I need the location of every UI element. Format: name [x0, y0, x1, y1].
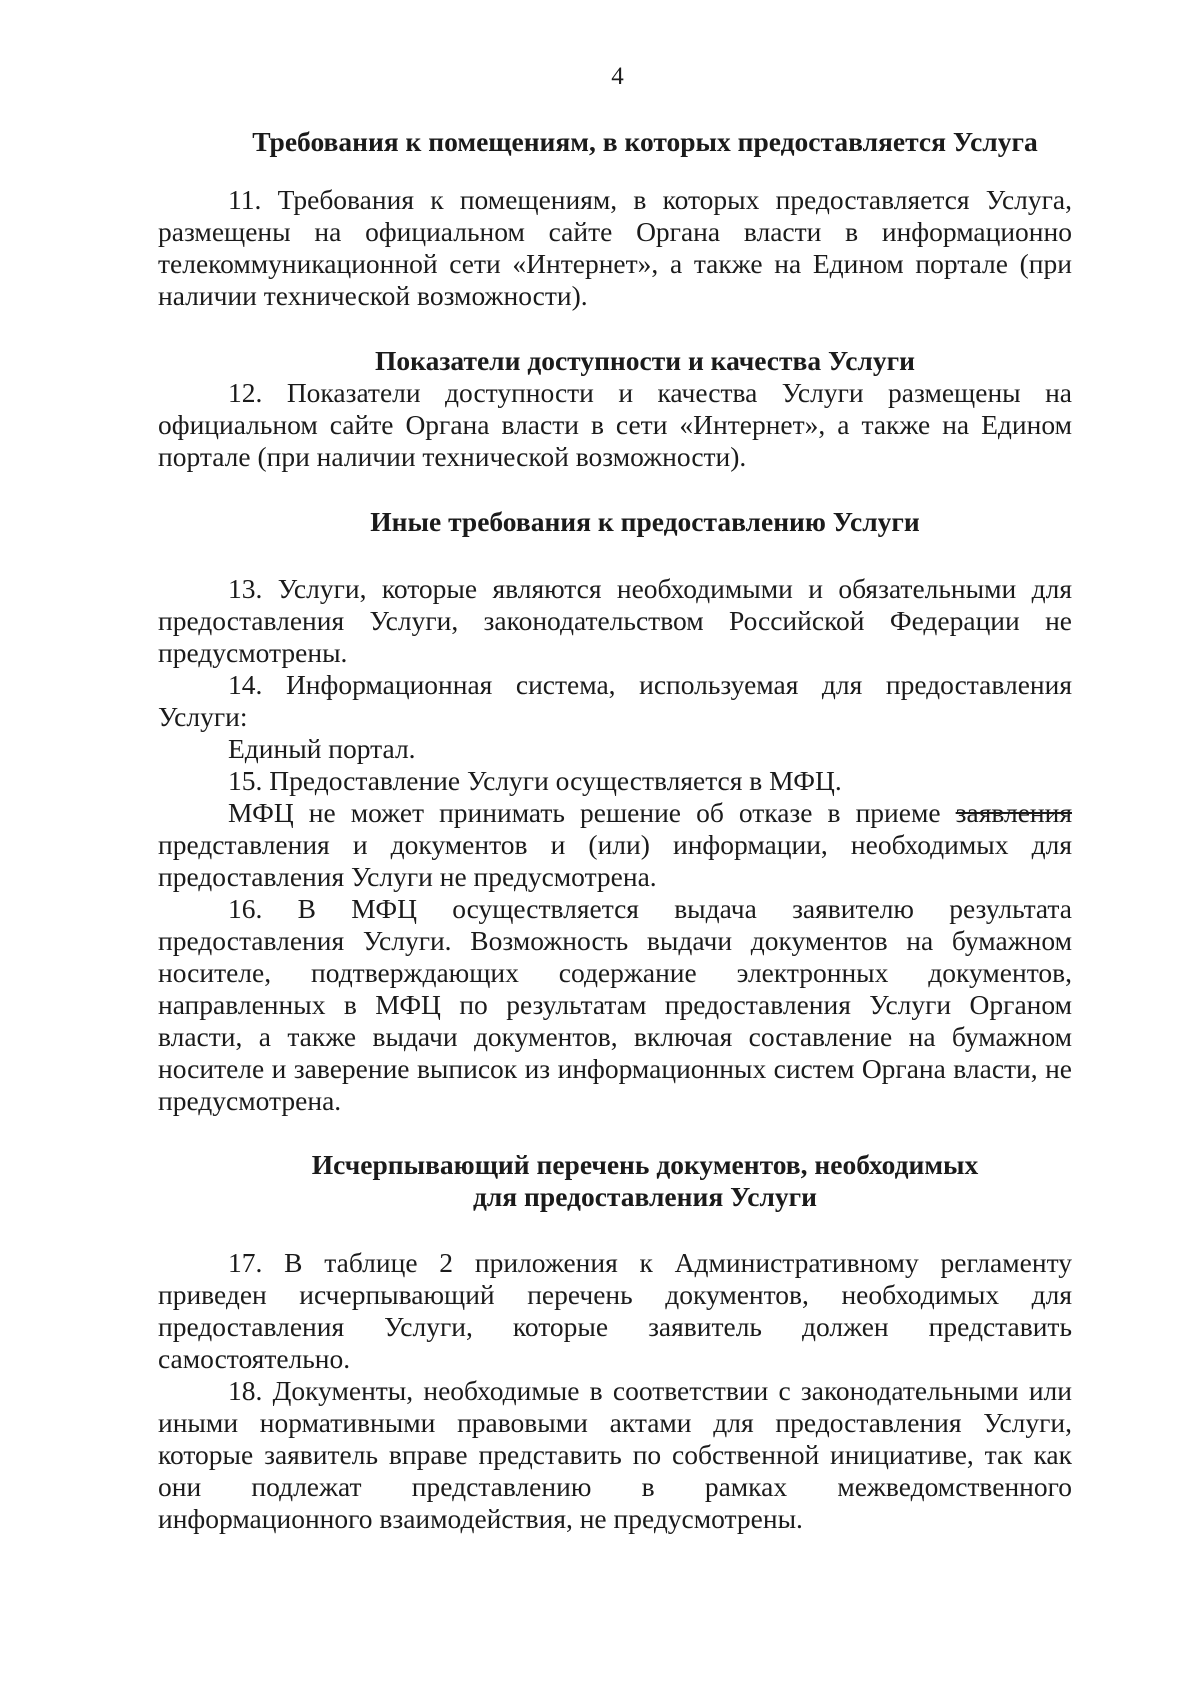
paragraph-12: 12. Показатели доступности и качества Услуги размещены на официальном сайте Органа власти в сети «Интернет», а также на Едином портале (при наличии технической возможности).	[158, 377, 1072, 472]
paragraph-11: 11. Требования к помещениям, в которых предоставляется Услуга, размещены на официальном сайте Органа власти в информационно телекоммуникационной сети «Интернет», а также на Едином портале (при наличии технической возможности).	[158, 184, 1072, 311]
page-number: 4	[611, 63, 624, 90]
section-heading-other-requirements: Иные требования к предоставлению Услуги	[370, 506, 920, 537]
paragraph-14-item: Единый портал.	[228, 733, 416, 764]
section-heading-documents-line1: Исчерпывающий перечень документов, необходимых	[311, 1149, 979, 1180]
paragraph-14: 14. Информационная система, используемая для предоставления Услуги:	[158, 669, 1072, 732]
document-body	[158, 0, 1072, 1535]
paragraph-15: 15. Предоставление Услуги осуществляется в МФЦ.	[228, 765, 842, 796]
paragraph-18: 18. Документы, необходимые в соответствии с законодательными или иными нормативными правовыми актами для предоставления Услуги, которые заявитель вправе представить по собственной инициативе, так как они подлежат представлению в рамках межведомственного информационного взаимодействия, не предусмотрены.	[158, 1375, 1072, 1534]
section-heading-premises: Требования к помещениям, в которых предоставляется Услуга	[252, 126, 1038, 157]
paragraph-15-text-end: представления и документов и (или) информации, необходимых для предоставления Услуги не предусмотрена.	[158, 829, 1072, 892]
paragraph-15-continued	[158, 797, 1072, 893]
section-heading-quality: Показатели доступности и качества Услуги	[375, 345, 915, 376]
section-heading-documents	[158, 1149, 1072, 1213]
paragraph-16: 16. В МФЦ осуществляется выдача заявителю результата предоставления Услуги. Возможность выдачи документов на бумажном носителе, подтверждающих содержание электронных документов, направленных в МФЦ по результатам предоставления Услуги Органом власти, а также выдачи документов, включая составление на бумажном носителе и заверение выписок из информационных систем Органа власти, не предусмотрена.	[158, 893, 1072, 1116]
struck-word: заявления	[955, 797, 1072, 828]
paragraph-13: 13. Услуги, которые являются необходимыми и обязательными для предоставления Услуги, законодательством Российской Федерации не предусмотрены.	[158, 573, 1072, 668]
section-heading-documents-line2: для предоставления Услуги	[472, 1181, 818, 1212]
paragraph-15-text-start: МФЦ не может принимать решение об отказе в приеме	[228, 797, 956, 828]
paragraph-17: 17. В таблице 2 приложения к Административному регламенту приведен исчерпывающий перечень документов, необходимых для предоставления Услуги, которые заявитель должен представить самостоятельно.	[158, 1247, 1072, 1374]
